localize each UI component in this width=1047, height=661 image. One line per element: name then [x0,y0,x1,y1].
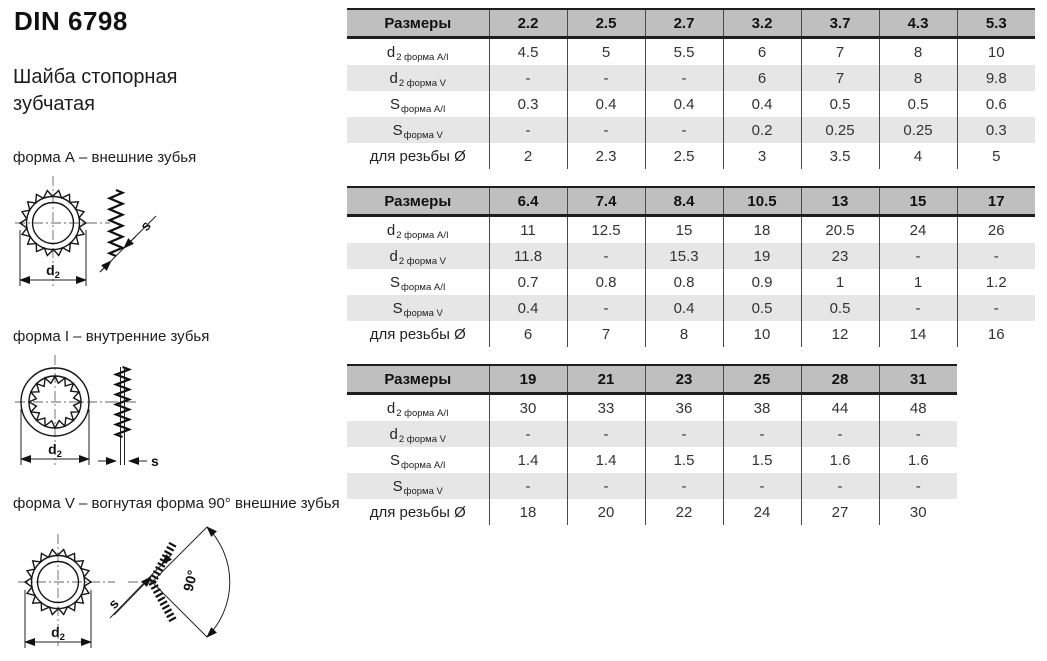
value-cell: 1 [801,269,879,295]
value-cell: 0.5 [801,91,879,117]
value-cell: 20.5 [801,216,879,244]
side-view-profile [100,190,156,272]
table-row [347,421,957,447]
value-cell: 0.9 [723,269,801,295]
d2-label: $d_2$ [51,624,65,643]
value-cell: - [567,421,645,447]
value-cell: - [567,243,645,269]
value-cell: - [801,421,879,447]
value-cell: 0.8 [645,269,723,295]
value-cell: 27 [801,499,879,525]
value-cell: 44 [801,394,879,422]
table-header-label: Размеры [347,187,489,216]
value-cell: 38 [723,394,801,422]
value-cell: - [489,117,567,143]
value-cell: 0.25 [879,117,957,143]
row-label: $S_{форма V}$ [347,117,489,143]
value-cell: 36 [645,394,723,422]
size-column-header: 2.5 [567,9,645,38]
value-cell: 0.6 [957,91,1035,117]
value-cell: - [645,117,723,143]
value-cell: 48 [879,394,957,422]
value-cell: 1.4 [567,447,645,473]
form-i-label: форма I – внутренние зубья [13,328,210,345]
row-label: $S_{форма V}$ [347,295,489,321]
dimension-table-3 [347,364,957,525]
value-cell: 11.8 [489,243,567,269]
value-cell: 3.5 [801,143,879,169]
size-column-header: 8.4 [645,187,723,216]
size-column-header: 3.2 [723,9,801,38]
value-cell: 0.4 [645,91,723,117]
value-cell: 5 [567,38,645,66]
side-view-profile [98,367,159,469]
value-cell: 1.6 [879,447,957,473]
row-label: для резьбы Ø [369,325,466,343]
d2-label: $d_2$ [46,262,60,281]
value-cell: 4 [879,143,957,169]
value-cell: 0.25 [801,117,879,143]
value-cell: 10 [957,38,1035,66]
page-title: DIN 6798 [14,6,128,36]
value-cell: - [567,117,645,143]
table-row [347,216,1035,244]
value-cell: 8 [645,321,723,347]
value-cell: 0.2 [723,117,801,143]
value-cell: 30 [489,394,567,422]
value-cell: - [723,421,801,447]
form-a-drawing [10,168,310,303]
row-label: $d_{2 форма V}$ [347,65,489,91]
form-i-drawing [10,347,310,482]
value-cell: 2.3 [567,143,645,169]
size-column-header: 7.4 [567,187,645,216]
value-cell: 0.4 [567,91,645,117]
value-cell: 1.5 [645,447,723,473]
value-cell: 6 [723,65,801,91]
value-cell: - [879,473,957,499]
row-label: $d_{2 форма V}$ [347,243,489,269]
value-cell: 0.3 [957,117,1035,143]
row-label: $S_{форма V}$ [347,473,489,499]
size-column-header: 6.4 [489,187,567,216]
value-cell: - [645,473,723,499]
value-cell: 0.8 [567,269,645,295]
row-label: $d_{2 форма А/I}$ [386,221,449,241]
row-label: $d_{2 форма V}$ [347,421,489,447]
value-cell: 33 [567,394,645,422]
value-cell: 1.4 [489,447,567,473]
size-column-header: 3.7 [801,9,879,38]
value-cell: 3 [723,143,801,169]
table-header-label: Размеры [347,365,489,394]
value-cell: 8 [879,38,957,66]
value-cell: 1 [879,269,957,295]
value-cell: 9.8 [957,65,1035,91]
table-row [347,143,1035,169]
form-v-label: форма V – вогнутая форма 90° внешние зубья [13,495,340,512]
value-cell: - [489,421,567,447]
s-label: s [151,453,159,469]
value-cell: - [567,473,645,499]
value-cell: 0.3 [489,91,567,117]
value-cell: - [879,295,957,321]
row-label: $S_{форма А/I}$ [390,273,446,293]
size-column-header: 2.2 [489,9,567,38]
value-cell: 0.5 [801,295,879,321]
table-row [347,473,957,499]
table-row [347,243,1035,269]
table-row [347,295,1035,321]
s-label: s [136,217,154,234]
value-cell: 2 [489,143,567,169]
value-cell: - [645,65,723,91]
value-cell: - [879,243,957,269]
size-column-header: 28 [801,365,879,394]
value-cell: - [567,65,645,91]
form-v-drawing [10,514,330,659]
value-cell: 1.2 [957,269,1035,295]
value-cell: 8 [879,65,957,91]
size-column-header: 31 [879,365,957,394]
value-cell: - [489,65,567,91]
value-cell: 4.5 [489,38,567,66]
size-column-header: 13 [801,187,879,216]
side-view-cone-profile [105,527,230,637]
angle-arc [207,527,230,637]
row-label: для резьбы Ø [369,147,466,165]
value-cell: 19 [723,243,801,269]
value-cell: 0.4 [723,91,801,117]
dimension-table-1 [347,8,1035,169]
value-cell: 1.6 [801,447,879,473]
value-cell: 0.7 [489,269,567,295]
value-cell: 12 [801,321,879,347]
size-column-header: 5.3 [957,9,1035,38]
row-label: для резьбы Ø [369,503,466,521]
row-label: $d_{2 форма А/I}$ [386,43,449,63]
value-cell: 7 [801,65,879,91]
value-cell: 16 [957,321,1035,347]
value-cell: 24 [879,216,957,244]
form-a-label: форма А – внешние зубья [13,149,197,166]
size-column-header: 19 [489,365,567,394]
dimension-table-2 [347,186,1035,347]
value-cell: 0.5 [879,91,957,117]
value-cell: - [957,295,1035,321]
value-cell: 0.5 [723,295,801,321]
value-cell: - [957,243,1035,269]
value-cell: - [801,473,879,499]
value-cell: 24 [723,499,801,525]
size-column-header: 17 [957,187,1035,216]
value-cell: 1.5 [723,447,801,473]
value-cell: 26 [957,216,1035,244]
value-cell: - [879,421,957,447]
d2-label: $d_2$ [48,441,62,460]
value-cell: 7 [567,321,645,347]
front-view-external-teeth [15,176,110,286]
value-cell: 5.5 [645,38,723,66]
size-column-header: 23 [645,365,723,394]
value-cell: 18 [723,216,801,244]
front-view-external-teeth [18,534,115,646]
table-header-label: Размеры [347,9,489,38]
table-row [347,447,957,473]
table-row [347,38,1035,66]
value-cell: 11 [489,216,567,244]
value-cell: 23 [801,243,879,269]
table-row [347,394,957,422]
row-label: $S_{форма А/I}$ [390,95,446,115]
size-column-header: 10.5 [723,187,801,216]
value-cell: 30 [879,499,957,525]
value-cell: 6 [723,38,801,66]
size-column-header: 15 [879,187,957,216]
value-cell: 15 [645,216,723,244]
table-row [347,269,1035,295]
value-cell: 5 [957,143,1035,169]
value-cell: - [567,295,645,321]
front-view-internal-teeth [15,355,112,465]
table-row [347,321,1035,347]
value-cell: - [489,473,567,499]
value-cell: 12.5 [567,216,645,244]
size-column-header: 25 [723,365,801,394]
table-row [347,65,1035,91]
row-label: $S_{форма А/I}$ [390,451,446,471]
value-cell: - [645,421,723,447]
value-cell: 7 [801,38,879,66]
value-cell: 15.3 [645,243,723,269]
value-cell: 6 [489,321,567,347]
table-row [347,91,1035,117]
size-column-header: 21 [567,365,645,394]
value-cell: 22 [645,499,723,525]
table-row [347,499,957,525]
value-cell: 18 [489,499,567,525]
value-cell: 20 [567,499,645,525]
value-cell: 2.5 [645,143,723,169]
value-cell: 0.4 [489,295,567,321]
angle-label: 90° [179,568,201,594]
table-row [347,117,1035,143]
value-cell: 0.4 [645,295,723,321]
s-label: s [104,595,122,612]
value-cell: 14 [879,321,957,347]
size-column-header: 2.7 [645,9,723,38]
dimension-tables [347,8,1035,542]
product-name: Шайба стопорная зубчатая [13,66,178,115]
size-column-header: 4.3 [879,9,957,38]
row-label: $d_{2 форма А/I}$ [386,399,449,419]
value-cell: 10 [723,321,801,347]
value-cell: - [723,473,801,499]
